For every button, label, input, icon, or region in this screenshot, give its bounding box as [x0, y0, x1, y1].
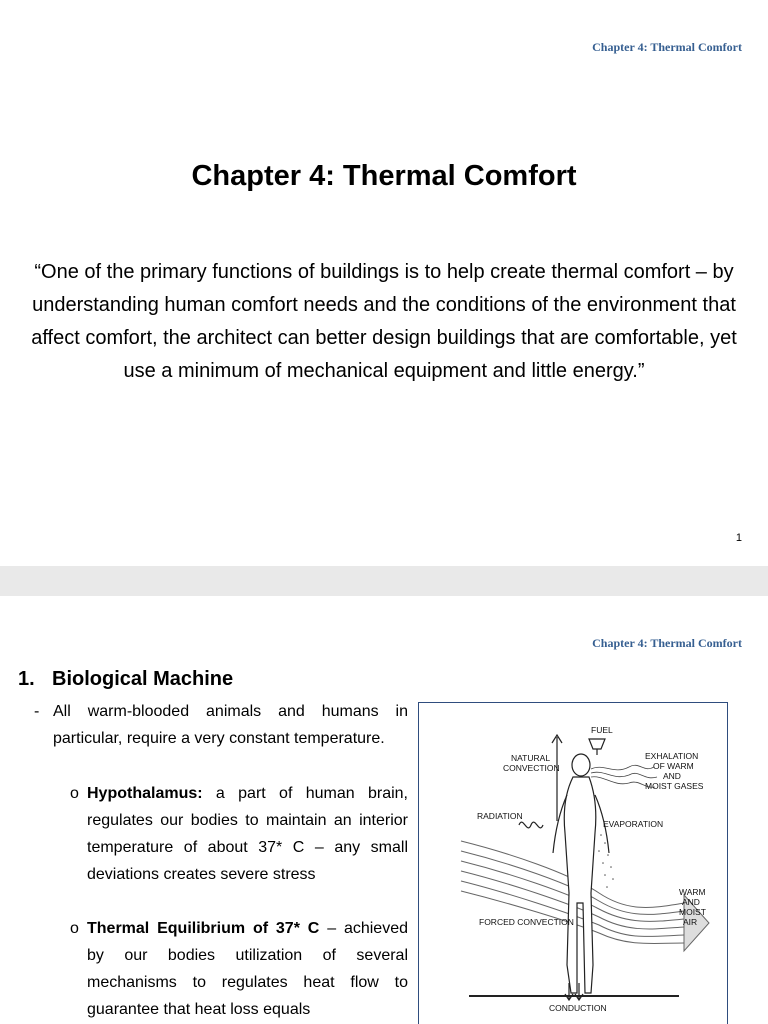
page-2 — [0, 596, 768, 1024]
fuel-icon — [589, 739, 605, 755]
label-warm-moist-air: MOIST — [679, 907, 706, 917]
sub-bullet-text: – achieved by our bodies utilization of several mechanisms to regulates heat flow to guarantee that heat loss equals — [87, 920, 408, 1018]
label-natural-convection: NATURAL — [511, 753, 551, 763]
label-conduction: CONDUCTION — [549, 1003, 607, 1013]
chapter-title: Chapter 4: Thermal Comfort — [191, 160, 577, 192]
evaporation-dots — [598, 834, 614, 888]
bullet-text: All warm-blooded animals and humans in particular, require a very constant temperature. — [53, 703, 408, 747]
sub-bullet-marker: o — [70, 920, 79, 937]
label-exhalation: MOIST GASES — [645, 781, 704, 791]
running-header: Chapter 4: Thermal Comfort — [592, 636, 742, 650]
radiation-icon — [519, 822, 543, 828]
thermal-exchange-diagram — [419, 703, 727, 1024]
sub-bullet-term: Hypothalamus: — [87, 785, 203, 802]
running-header: Chapter 4: Thermal Comfort — [592, 40, 742, 54]
label-exhalation: EXHALATION — [645, 751, 699, 761]
bullet-item — [34, 698, 408, 752]
page-number: 1 — [735, 532, 742, 544]
bullet-marker: - — [34, 703, 40, 720]
sub-bullet-term: Thermal Equilibrium of 37* C — [87, 920, 320, 937]
label-warm-moist-air: WARM — [679, 887, 706, 897]
chapter-quote: “One of the primary functions of buildings is to help create thermal comfort – by understanding human comfort needs and the conditions of the environment that affect comfort, the architect can better design buildings that are comfortable, yet use a minimum of mechanical equipment and little energy.” — [31, 261, 737, 382]
label-forced-convection: FORCED CONVECTION — [479, 917, 574, 927]
thermal-exchange-figure — [418, 702, 728, 1024]
label-exhalation: AND — [663, 771, 681, 781]
sub-bullet-hypothalamus — [70, 780, 408, 888]
sub-bullet-thermal-equilibrium — [70, 915, 408, 1023]
natural-convection-arrow — [552, 735, 562, 821]
label-exhalation: OF WARM — [653, 761, 694, 771]
label-warm-moist-air: AND — [682, 897, 700, 907]
section-heading — [18, 668, 233, 691]
sub-bullet-marker: o — [70, 785, 79, 802]
section-number: 1. — [18, 668, 35, 690]
label-natural-convection: CONVECTION — [503, 763, 560, 773]
label-evaporation: EVAPORATION — [603, 819, 664, 829]
section-title: Biological Machine — [52, 668, 234, 690]
label-warm-moist-air: AIR — [683, 917, 698, 927]
label-radiation: RADIATION — [477, 811, 523, 821]
sub-bullet-text: a part of human brain, regulates our bodies to maintain an interior temperature of about 37* C – any small deviations creates severe stress — [87, 785, 408, 883]
label-fuel: FUEL — [591, 725, 613, 735]
